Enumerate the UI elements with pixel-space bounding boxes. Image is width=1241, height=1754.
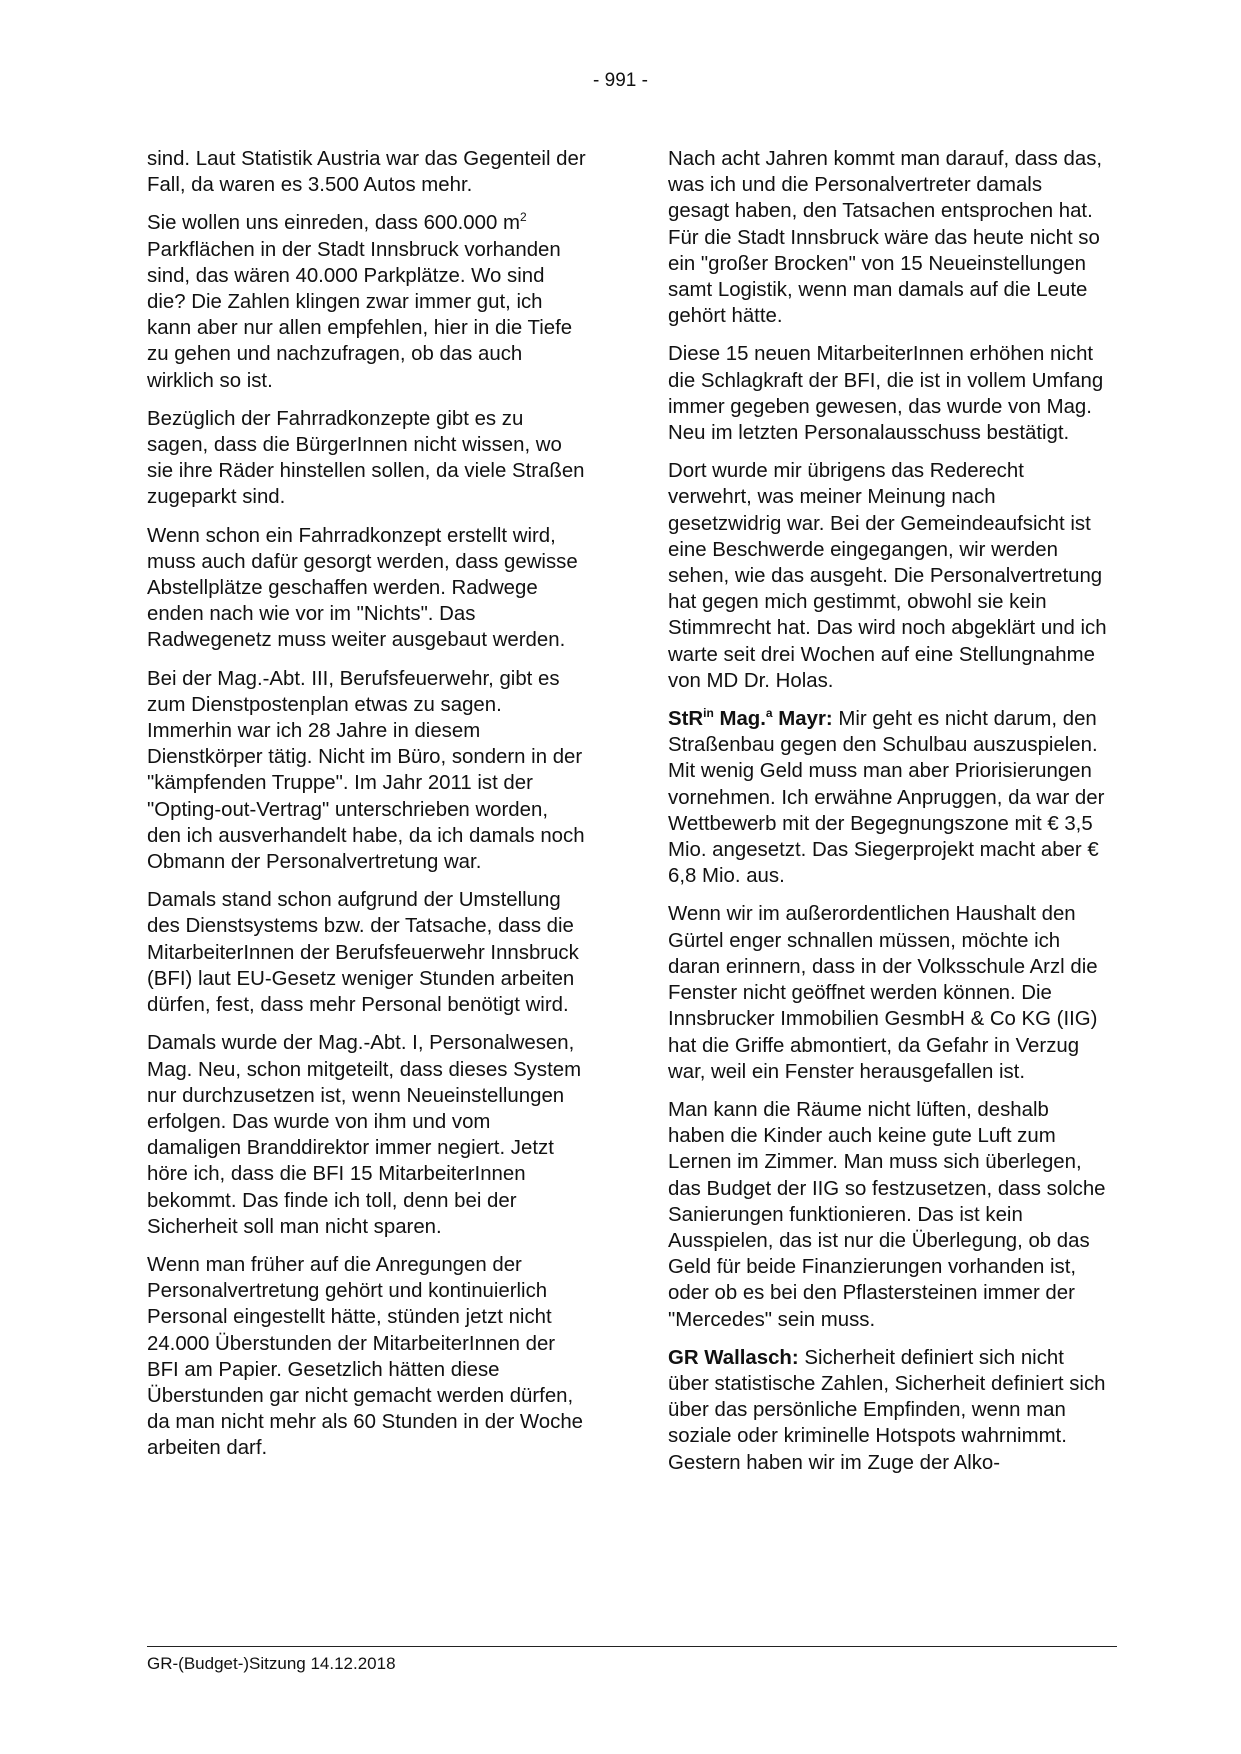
paragraph: sind. Laut Statistik Austria war das Gegenteil der Fall, da waren es 3.500 Autos mehr.: [147, 148, 586, 197]
page-number: - 991 -: [593, 70, 648, 91]
paragraph: Wenn schon ein Fahrradkonzept erstellt wird, muss auch dafür gesorgt werden, dass gewisse Abstellplätze geschaffen werden. Radwege enden nach wie vor im "Nichts". Das Radwegenetz muss weiter ausgebaut werden.: [147, 524, 578, 652]
paragraph: [668, 706, 1108, 889]
paragraph: Wenn wir im außerordentlichen Haushalt den Gürtel enger schnallen müssen, möchte ich daran erinnern, dass in der Volksschule Arzl die Fenster nicht geöffnet werden können. Die Innsbrucker Immobilien GesmbH & Co KG (IIG) hat die Griffe abmontiert, da Gefahr in Verzug war, weil ein Fenster herausgefallen ist.: [668, 903, 1098, 1083]
right-column: [668, 146, 1108, 1488]
paragraph-text: Mir geht es nicht darum, den Straßenbau gegen den Schulbau auszuspielen. Mit wenig Geld muss man aber Priorisierungen vornehmen. Ich erwähne Anpruggen, da war der Wettbewerb mit der Begegnungszone mit € 3,5 Mio. angesetzt. Das Siegerprojekt macht aber € 6,8 Mio. aus.: [668, 708, 1105, 888]
speaker-name: [668, 708, 833, 730]
footer-divider: [147, 1646, 1117, 1647]
paragraph-text: Sicherheit definiert sich nicht über statistische Zahlen, Sicherheit definiert sich über das persönliche Empfinden, wenn man soziale oder kriminelle Hotspots wahrnimmt. Gestern haben wir im Zuge der Alko-: [668, 1346, 1106, 1474]
left-column: [147, 146, 587, 1474]
speaker-title: Mag.: [713, 708, 766, 731]
paragraph: Diese 15 neuen MitarbeiterInnen erhöhen nicht die Schlagkraft der BFI, die ist in vollem Umfang immer gegeben gewesen, das wurde von Mag. Neu im letzten Personalausschuss bestätigt.: [668, 343, 1104, 445]
footer-text: GR-(Budget-)Sitzung 14.12.2018: [147, 1654, 396, 1673]
paragraph-text: Parkflächen in der Stadt Innsbruck vorhanden sind, das wären 40.000 Parkplätze. Wo sind die? Die Zahlen klingen zwar immer gut, ich kann aber nur allen empfehlen, hier in die Tiefe zu gehen und nachzufragen, ob das auch wirklich so ist.: [147, 238, 573, 392]
paragraph: Damals stand schon aufgrund der Umstellung des Dienstsystems bzw. der Tatsache, dass die MitarbeiterInnen der Berufsfeuerwehr Innsbruck (BFI) laut EU-Gesetz weniger Stunden arbeiten dürfen, fest, dass mehr Personal benötigt wird.: [147, 889, 579, 1017]
paragraph: Damals wurde der Mag.-Abt. I, Personalwesen, Mag. Neu, schon mitgeteilt, dass dieses System nur durchzusetzen ist, wenn Neueinstellungen erfolgen. Das wurde von ihm und vom damaligen Branddirektor immer negiert. Jetzt höre ich, dass die BFI 15 MitarbeiterInnen bekommt. Das finde ich toll, denn bei der Sicherheit soll man nicht sparen.: [147, 1032, 582, 1238]
paragraph: Wenn man früher auf die Anregungen der Personalvertretung gehört und kontinuierlich Personal eingestellt hätte, stünden jetzt nicht 24.000 Überstunden der MitarbeiterInnen der BFI am Papier. Gesetzlich hätten diese Überstunden gar nicht gemacht werden dürfen, da man nicht mehr als 60 Stunden in der Woche arbeiten darf.: [147, 1253, 584, 1460]
superscript: in: [703, 706, 714, 721]
superscript: a: [765, 706, 773, 721]
paragraph: Bezüglich der Fahrradkonzepte gibt es zu sagen, dass die BürgerInnen nicht wissen, wo sie ihre Räder hinstellen sollen, da viele Straßen zugeparkt sind.: [147, 407, 585, 509]
paragraph: [147, 210, 587, 393]
speaker-title: StR: [668, 708, 704, 731]
paragraph: Bei der Mag.-Abt. III, Berufsfeuerwehr, gibt es zum Dienstpostenplan etwas zu sagen. Immerhin war ich 28 Jahre in diesem Dienstkörper tätig. Nicht im Büro, sondern in der "kämpfenden Truppe". Im Jahr 2011 ist der "Opting-out-Vertrag" unterschrieben worden, den ich ausverhandelt habe, da ich damals noch Obmann der Personalvertretung war.: [147, 667, 585, 874]
paragraph: Dort wurde mir übrigens das Rederecht verwehrt, was meiner Meinung nach gesetzwidrig war. Bei der Gemeindeaufsicht ist eine Beschwerde eingegangen, wir werden sehen, wie das ausgeht. Die Personalvertretung hat gegen mich gestimmt, obwohl sie kein Stimmrecht hat. Das wird noch abgeklärt und ich warte seit drei Wochen auf eine Stellungnahme von MD Dr. Holas.: [668, 460, 1107, 692]
superscript: 2: [519, 210, 527, 225]
paragraph: Nach acht Jahren kommt man darauf, dass das, was ich und die Personalvertreter damals gesagt haben, den Tatsachen entsprochen hat. Für die Stadt Innsbruck wäre das heute nicht so ein "großer Brocken" von 15 Neueinstellungen samt Logistik, wenn man damals auf die Leute gehört hätte.: [668, 148, 1103, 328]
paragraph: Man kann die Räume nicht lüften, deshalb haben die Kinder auch keine gute Luft zum Lernen im Zimmer. Man muss sich überlegen, das Budget der IIG so festzusetzen, dass solche Sanierungen funktionieren. Das ist kein Ausspielen, das ist nur die Überlegung, ob das Geld für beide Finanzierungen vorhanden ist, oder ob es bei den Pflastersteinen immer der "Mercedes" sein muss.: [668, 1098, 1106, 1331]
paragraph: [668, 1345, 1108, 1476]
speaker-surname: Mayr:: [772, 708, 833, 731]
speaker-name: GR Wallasch:: [668, 1346, 799, 1369]
paragraph-text: Sie wollen uns einreden, dass 600.000 m: [147, 212, 520, 235]
